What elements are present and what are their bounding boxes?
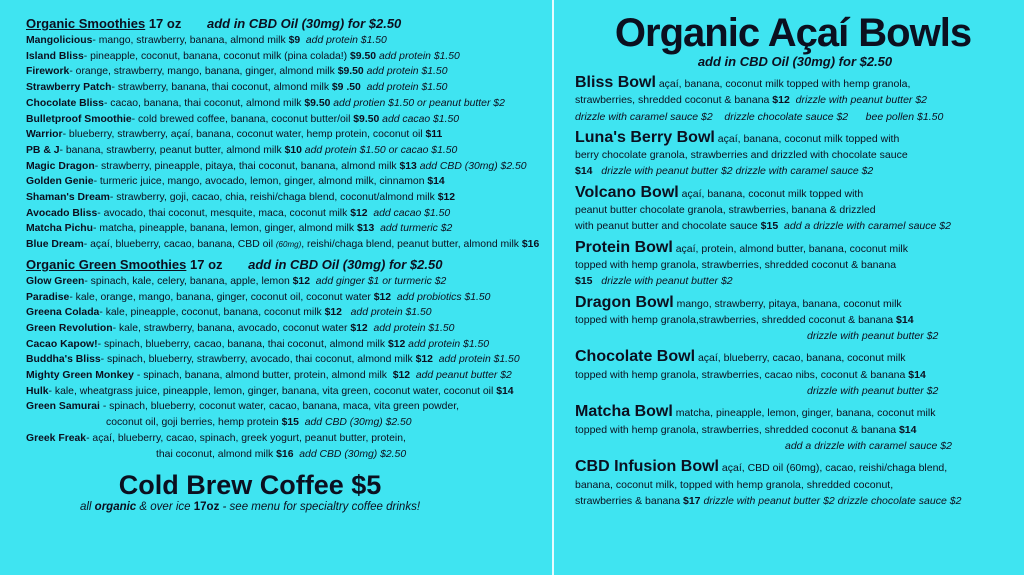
menu-item	[26, 190, 551, 206]
menu-item	[26, 305, 551, 321]
item-price: $12	[387, 338, 406, 350]
bowl-desc: matcha, pineapple, lemon, ginger, banana, coconut milk	[675, 407, 936, 420]
bowl-addon: add a drizzle with caramel sauce $2	[784, 220, 951, 233]
bowl-price: $12	[772, 94, 790, 107]
item-name: Golden Genie	[26, 176, 94, 188]
bowl-item	[575, 459, 1015, 509]
item-addon: add peanut butter $2	[415, 370, 512, 382]
bowl-name: CBD Infusion Bowl	[575, 458, 719, 476]
bowl-name: Bliss Bowl	[575, 74, 656, 91]
item-addon: add protein $1.50	[373, 322, 455, 334]
smoothies-list	[26, 33, 551, 253]
item-price: $13	[356, 223, 375, 235]
bowl-desc: with peanut butter and chocolate sauce	[575, 220, 761, 233]
item-addon: add protein $1.50	[305, 35, 387, 46]
bowl-desc: açaí, banana, coconut milk topped with	[717, 132, 900, 145]
item-name: Cacao Kapow!	[26, 338, 98, 350]
bowl-desc: topped with hemp granola,strawberries, shredded coconut & banana	[575, 313, 897, 326]
cbd-addon-note: add in CBD Oil (30mg) for $2.50	[248, 256, 443, 272]
bowl-desc: strawberries, shredded coconut & banana	[575, 94, 773, 107]
bowl-addon: drizzle with peanut butter $2	[807, 385, 939, 398]
cold-brew-subtitle	[26, 500, 474, 514]
cold-brew-sub-c: & over ice	[136, 501, 194, 514]
item-desc: - cold brewed coffee, banana, coconut butter/oil	[131, 113, 354, 125]
menu-item	[26, 127, 551, 143]
section-title: Organic Green Smoothies	[26, 256, 187, 272]
bowl-item	[575, 349, 1015, 399]
item-price: $9 .50	[331, 82, 361, 94]
bowl-name: Matcha Bowl	[575, 403, 673, 421]
bowl-desc: strawberries & banana	[575, 494, 683, 507]
item-desc: - spinach, blueberry, strawberry, avocado, thai coconut, almond milk	[100, 354, 416, 366]
menu-item	[26, 159, 551, 175]
item-desc: thai coconut, almond milk	[156, 448, 277, 460]
bowl-desc: açaí, blueberry, cacao, banana, coconut milk	[697, 352, 906, 365]
item-price: $9	[288, 35, 301, 46]
item-name: Warrior	[26, 129, 63, 141]
bowl-price: $17	[682, 494, 701, 507]
item-price: $12	[292, 275, 310, 287]
menu-item	[26, 290, 551, 306]
item-price: $14	[427, 176, 445, 188]
bowl-desc: açaí, banana, coconut milk topped with	[681, 187, 864, 200]
menu-item	[26, 352, 551, 368]
item-desc: - spinach, banana, almond butter, protein, almond milk	[133, 370, 390, 382]
item-addon: add CBD (30mg) $2.50	[299, 448, 407, 460]
menu-item	[26, 399, 551, 415]
menu-item-continued	[26, 415, 551, 431]
item-name: Matcha Pichu	[26, 223, 93, 235]
bowl-name: Luna's Berry Bowl	[575, 128, 715, 146]
menu-item	[26, 221, 551, 237]
item-name: PB & J	[26, 144, 60, 156]
menu-item	[26, 80, 551, 96]
menu-item	[26, 274, 551, 290]
bowl-name: Volcano Bowl	[575, 183, 679, 201]
menu-item	[26, 384, 551, 400]
item-name: Magic Dragon	[26, 160, 95, 172]
item-price: $11	[425, 129, 443, 141]
item-name: Mighty Green Monkey	[26, 370, 134, 382]
item-price: $16	[521, 239, 540, 251]
item-addon: add protein $1.50	[378, 50, 460, 62]
item-desc: - açaí, blueberry, cacao, banana, CBD oil	[83, 239, 276, 251]
bowl-desc: berry chocolate granola, strawberries and drizzled with chocolate sauce	[575, 149, 908, 162]
section-size: 17 oz	[148, 16, 182, 31]
item-name: Blue Dream	[26, 239, 84, 251]
item-desc: coconut oil, goji berries, hemp protein	[106, 417, 282, 429]
item-desc: - spinach, blueberry, cacao, banana, thai coconut, almond milk	[97, 338, 388, 350]
cold-brew-sub-a: all	[79, 501, 95, 514]
item-price: $12	[350, 207, 368, 219]
item-name: Mangolicious	[26, 35, 93, 46]
item-name: Buddha's Bliss	[26, 354, 101, 366]
bowl-name: Dragon Bowl	[575, 293, 674, 311]
menu-item	[26, 64, 551, 80]
item-addon: add ginger $1 or turmeric $2	[315, 275, 447, 287]
item-desc: - spinach, blueberry, coconut water, cacao, banana, maca, vita green powder,	[102, 401, 459, 413]
bowl-price: $14	[896, 313, 914, 326]
section-title: Organic Smoothies	[26, 16, 146, 31]
item-desc: - avocado, thai coconut, mesquite, maca, coconut milk	[97, 207, 351, 219]
item-name: Glow Green	[26, 275, 85, 287]
bowl-desc: topped with hemp granola, strawberries, shredded coconut & banana	[575, 258, 897, 271]
bowl-price: $14	[908, 368, 926, 381]
menu-item	[26, 206, 551, 222]
item-addon: add CBD (30mg) $2.50	[419, 160, 527, 172]
item-name: Bulletproof Smoothie	[26, 113, 132, 125]
bowl-desc: mango, strawberry, pitaya, banana, coconut milk	[676, 297, 902, 310]
item-price: $12	[373, 291, 392, 303]
bowl-desc: açaí, protein, almond butter, banana, coconut milk	[675, 242, 909, 255]
item-desc: - blueberry, strawberry, açaí, banana, coconut water, hemp protein, coconut oil	[62, 129, 426, 141]
item-desc: - strawberry, banana, thai coconut, almond milk	[111, 82, 332, 94]
item-price: $9.50	[304, 97, 331, 109]
item-addon: add CBD (30mg) $2.50	[304, 417, 412, 429]
menu-item	[26, 143, 551, 159]
item-addon: add protein $1.50	[408, 338, 490, 350]
item-name: Greena Colada	[26, 307, 100, 319]
item-price: $12	[415, 354, 433, 366]
bowl-price: $14	[575, 165, 593, 178]
item-name: Paradise	[26, 291, 70, 303]
item-desc: - strawberry, goji, cacao, chia, reishi/chaga blend, coconut/almond milk	[109, 192, 438, 204]
bowl-desc: topped with hemp granola, strawberries, cacao nibs, coconut & banana	[575, 368, 909, 381]
item-addon: add cacao $1.50	[382, 113, 460, 125]
item-addon: add protein $1.50	[350, 307, 432, 319]
item-addon: add turmeric $2	[380, 223, 453, 235]
bowl-name: Chocolate Bowl	[575, 348, 696, 366]
item-desc: - orange, strawberry, mango, banana, ginger, almond milk	[69, 66, 338, 78]
bowl-desc: açaí, CBD oil (60mg), cacao, reishi/chaga blend,	[721, 462, 948, 475]
item-addon: add probiotics $1.50	[396, 291, 491, 303]
item-addon: add protein $1.50 or cacao $1.50	[304, 144, 458, 156]
bowl-desc: peanut butter chocolate granola, strawberries, banana & drizzled	[575, 204, 876, 217]
item-price: $12	[350, 322, 368, 334]
item-name: Greek Freak	[26, 432, 87, 444]
item-desc: - kale, wheatgrass juice, pineapple, lemon, ginger, banana, vita green, coconut water, coconut oil	[48, 385, 497, 397]
menu-item	[26, 337, 551, 353]
item-desc: - kale, strawberry, banana, avocado, coconut water	[112, 322, 351, 334]
menu-item	[26, 237, 551, 253]
item-price: $16	[276, 448, 294, 460]
item-price: $14	[496, 385, 514, 397]
bowl-item	[575, 404, 1015, 454]
item-name: Chocolate Bliss	[26, 97, 104, 109]
item-addon: add protein $1.50	[366, 66, 448, 78]
menu-item	[26, 49, 551, 65]
menu-item	[26, 368, 551, 384]
green-smoothies-list	[26, 274, 551, 462]
item-name: Island Bliss	[26, 50, 84, 62]
item-price: $15	[281, 417, 299, 429]
item-name: Firework	[26, 66, 70, 78]
bowl-addon: drizzle with peanut butter $2 drizzle with caramel sauce $2	[601, 165, 874, 178]
bowl-item	[575, 130, 1015, 180]
section-size: 17 oz	[190, 256, 223, 272]
item-desc: - cacao, banana, thai coconut, almond milk	[103, 97, 305, 109]
item-name: Strawberry Patch	[26, 82, 112, 94]
item-addon: add cacao $1.50	[373, 207, 451, 219]
item-name: Avocado Bliss	[26, 207, 98, 219]
bowl-item	[575, 185, 1015, 235]
item-price: $10	[284, 144, 302, 156]
bowl-addon: add a drizzle with caramel sauce $2	[785, 439, 952, 452]
bowl-price: $14	[898, 423, 917, 436]
item-desc: - pineapple, coconut, banana, coconut milk (pina colada!)	[83, 50, 351, 62]
item-desc: - spinach, kale, celery, banana, apple, lemon	[84, 275, 293, 287]
menu-item	[26, 96, 551, 112]
item-price: $9.50	[337, 66, 364, 78]
item-desc-small: (60mg)	[275, 240, 302, 250]
cbd-addon-note: add in CBD Oil (30mg) for $2.50	[206, 16, 402, 31]
item-desc: - kale, orange, mango, banana, ginger, coconut oil, coconut water	[69, 291, 374, 303]
item-desc: - matcha, pineapple, banana, lemon, ginger, almond milk	[92, 223, 357, 235]
bowl-addon: drizzle with caramel sauce $2 drizzle chocolate sauce $2 bee pollen $1.50	[575, 110, 944, 123]
menu-item	[26, 33, 551, 49]
bowls-title: Organic Açaí Bowls	[614, 11, 972, 55]
bowl-item	[575, 295, 1015, 345]
cold-brew-sub-d: - see menu for specialtry coffee drinks!	[219, 501, 421, 514]
bowl-addon: drizzle with peanut butter $2	[795, 94, 927, 107]
cold-brew-organic: organic	[94, 501, 137, 514]
cold-brew-title: Cold Brew Coffee $5	[118, 470, 382, 501]
bowl-addon: drizzle with peanut butter $2 drizzle chocolate sauce $2	[703, 494, 962, 507]
item-desc: - banana, strawberry, peanut butter, almond milk	[59, 144, 285, 156]
item-name: Green Samurai	[26, 401, 100, 413]
item-desc: - mango, strawberry, banana, almond milk	[92, 35, 289, 46]
item-addon: add protein $1.50	[438, 354, 520, 366]
bowl-addon: drizzle with peanut butter $2	[601, 275, 733, 288]
bowl-addon: drizzle with peanut butter $2	[807, 330, 939, 343]
item-price: $12	[324, 307, 342, 319]
bowl-desc: topped with hemp granola, strawberries, shredded coconut & banana	[575, 423, 899, 436]
item-price: $12	[392, 370, 411, 382]
bowl-name: Protein Bowl	[575, 238, 673, 256]
bowls-cbd-note: add in CBD Oil (30mg) for $2.50	[697, 54, 893, 69]
item-desc: - strawberry, pineapple, pitaya, thai coconut, banana, almond milk	[94, 160, 400, 172]
item-price: $9.50	[350, 50, 377, 62]
item-desc-2: , reishi/chaga blend, peanut butter, almond milk	[301, 239, 522, 251]
menu-item-continued	[26, 447, 551, 463]
bowl-desc: banana, coconut milk, topped with hemp granola, shredded coconut,	[575, 478, 894, 491]
item-name: Shaman's Dream	[26, 192, 110, 204]
green-smoothies-header	[26, 257, 551, 273]
item-desc: - açaí, blueberry, cacao, spinach, greek yogurt, peanut butter, protein,	[86, 432, 406, 444]
item-desc: - turmeric juice, mango, avocado, lemon, ginger, almond milk, cinnamon	[93, 176, 428, 188]
menu-item	[26, 174, 551, 190]
item-price: $9.50	[353, 113, 380, 125]
bowl-item	[575, 240, 1015, 290]
bowl-item	[575, 75, 1015, 125]
smoothie-column	[26, 16, 551, 514]
menu-item	[26, 431, 551, 447]
item-desc: - kale, pineapple, coconut, banana, coconut milk	[99, 307, 325, 319]
acai-bowls-column	[575, 12, 1015, 509]
bowl-desc: açaí, banana, coconut milk topped with hemp granola,	[658, 78, 911, 90]
item-addon: add protein $1.50	[366, 82, 448, 94]
bowl-price: $15	[575, 275, 593, 288]
item-name: Hulk	[26, 385, 49, 397]
smoothies-header	[26, 16, 551, 32]
item-name: Green Revolution	[26, 322, 113, 334]
column-divider	[552, 0, 554, 575]
item-price: $12	[437, 192, 456, 204]
menu-item	[26, 112, 551, 128]
cold-brew-size: 17oz	[193, 501, 220, 514]
bowl-price: $15	[760, 220, 779, 233]
item-addon: add protien $1.50 or peanut butter $2	[333, 97, 505, 109]
menu-item	[26, 321, 551, 337]
item-price: $13	[399, 160, 417, 172]
